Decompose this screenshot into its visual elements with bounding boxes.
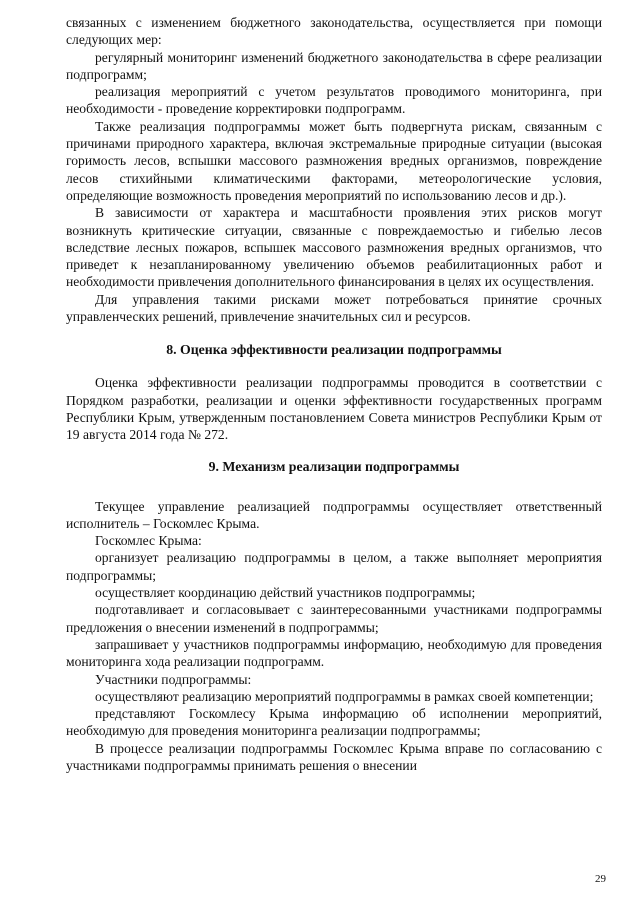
page-number: 29 [595, 873, 606, 885]
paragraph: Участники подпрограммы: [95, 671, 252, 687]
paragraph: реализация мероприятий с учетом результатов проводимого мониторинга, при необходимости - проведение корректировки подпрограмм. [66, 84, 602, 117]
section-heading-8: 8. Оценка эффективности реализации подпрограммы [166, 342, 502, 358]
paragraph: связанных с изменением бюджетного законодательства, осуществляется при помощи следующих мер: [66, 15, 602, 48]
paragraph: В процессе реализации подпрограммы Госкомлес Крыма вправе по согласованию с участниками подпрограммы принимать решения о внесении [66, 740, 602, 773]
paragraph: Для управления такими рисками может потребоваться принятие срочных управленческих решений, привлечение значительных сил и ресурсов. [66, 291, 602, 325]
paragraph: осуществляют реализацию мероприятий подпрограммы в рамках своей компетенции; [95, 688, 594, 704]
paragraph: осуществляет координацию действий участников подпрограммы; [95, 585, 476, 601]
paragraph: запрашивает у участников подпрограммы информацию, необходимую для проведения мониторинга хода реализации подпрограмм. [66, 636, 602, 670]
paragraph: регулярный мониторинг изменений бюджетного законодательства в сфере реализации подпрограмм; [66, 49, 602, 82]
paragraph: представляют Госкомлесу Крыма информацию об исполнении мероприятий, необходимую для проведения мониторинга реализации подпрограммы; [66, 706, 602, 739]
paragraph: подготавливает и согласовывает с заинтересованными участниками подпрограммы предложения о внесении изменений в подпрограммы; [66, 602, 602, 635]
paragraph: Текущее управление реализацией подпрограммы осуществляет ответственный исполнитель – Госкомлес Крыма. [66, 498, 602, 531]
paragraph: Также реализация подпрограммы может быть подвергнута рискам, связанным с причинами природного характера, включая экстремальные природные ситуации (высокая горимость лесов, вспышки массового размножения вредных организмов, повреждение лесов стихийными климатическими факторами, метеорологические условия, определяющие возможность проведения мероприятий по использованию лесов и др.). [66, 118, 602, 203]
paragraph: В зависимости от характера и масштабности проявления этих рисков могут возникнуть критические ситуации, связанные с повреждаемостью и гибелью лесов вследствие лесных пожаров, вспышек массового размножения вредных организмов, что приведет к незапланированному увеличению объемов реабилитационных работ и необходимости привлечения дополнительного финансирования в целях их осуществления. [66, 205, 602, 290]
paragraph: организует реализацию подпрограммы в целом, а также выполняет мероприятия подпрограммы; [66, 550, 602, 583]
section-heading-9: 9. Механизм реализации подпрограммы [208, 458, 460, 474]
paragraph: Оценка эффективности реализации подпрограммы проводится в соответствии с Порядком разработки, реализации и оценки эффективности государственных программ Республики Крым, утвержденным постановлением Совета министров Республики Крым от 19 августа 2014 года № 272. [66, 375, 602, 443]
paragraph: Госкомлес Крыма: [95, 533, 202, 549]
